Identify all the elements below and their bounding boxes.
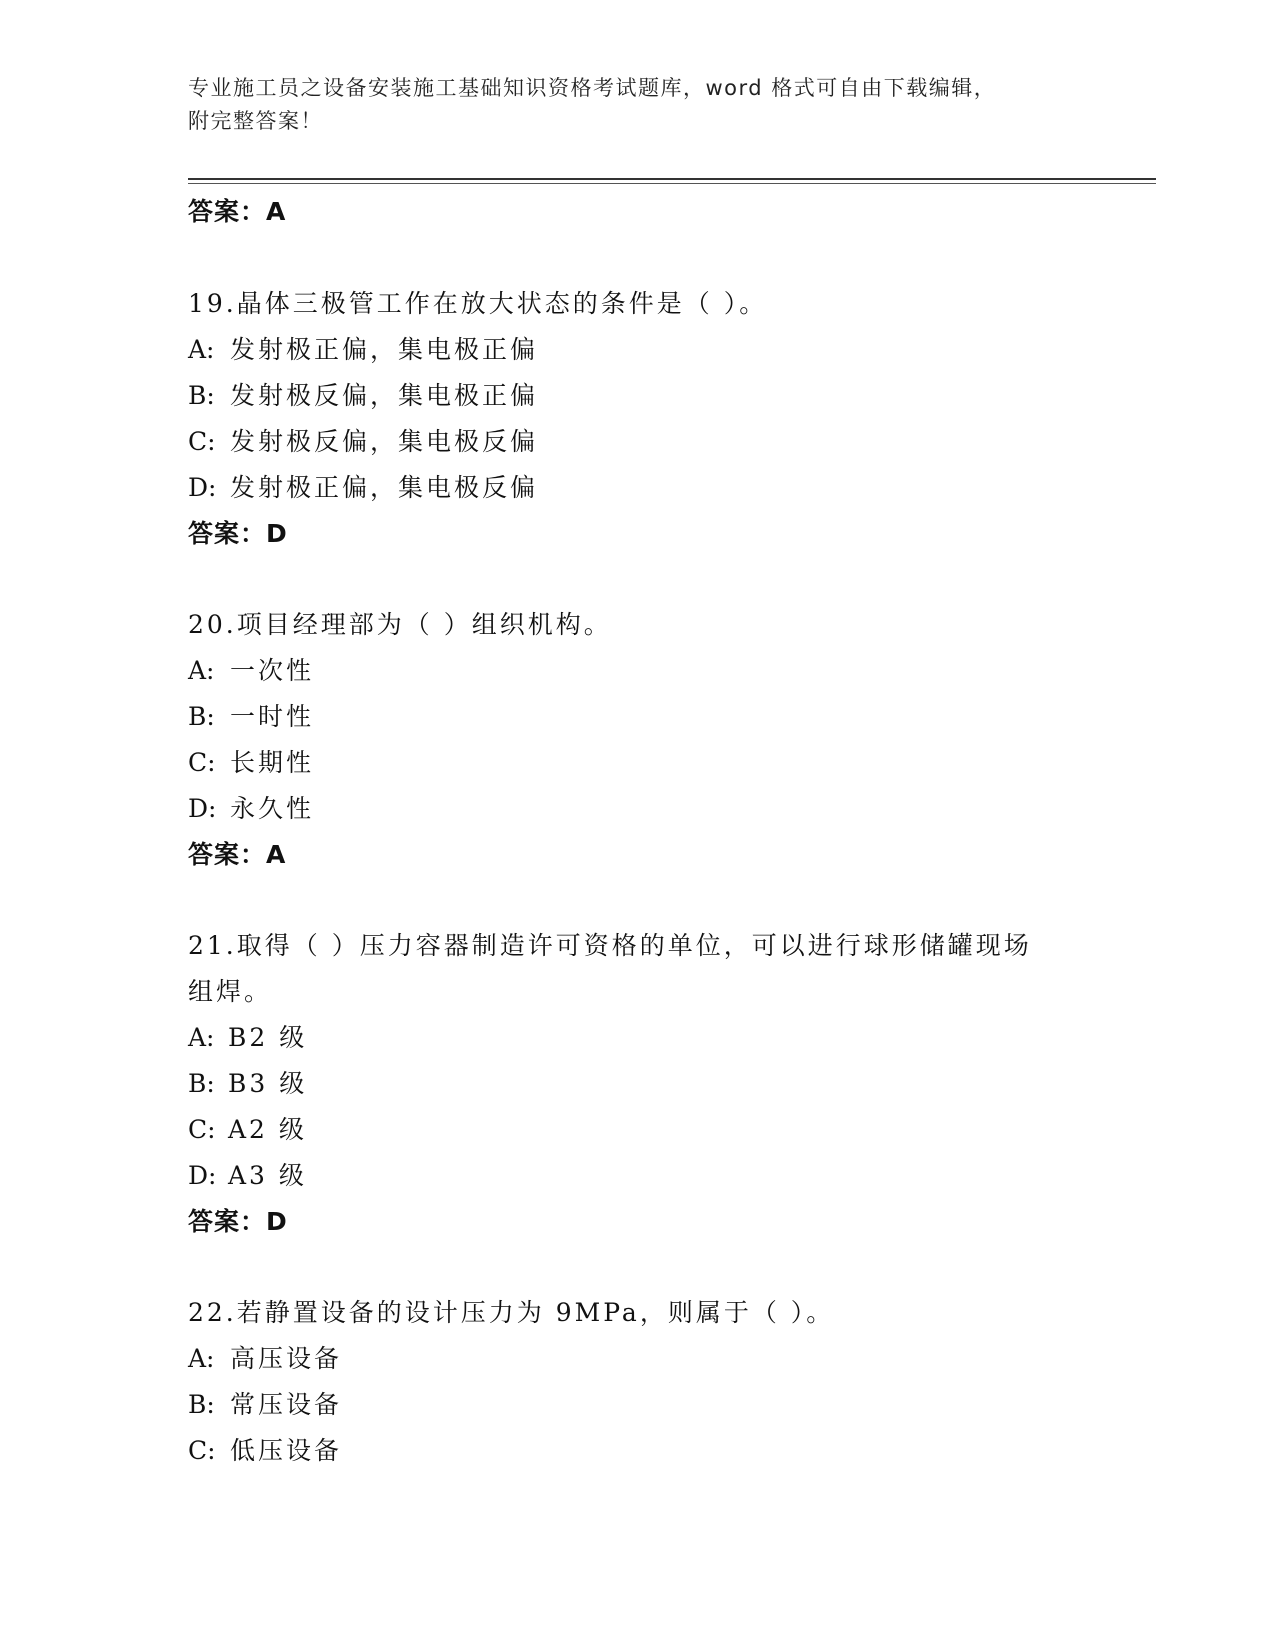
option-item (188, 327, 1068, 373)
question-text: 19.晶体三极管工作在放大状态的条件是（ ）。 (188, 289, 768, 318)
option-text: 一次性 (230, 656, 315, 685)
option-item (188, 1061, 1068, 1107)
option-letter: B: (188, 702, 215, 731)
answer-line: 答案：A (188, 840, 287, 869)
question-block (188, 602, 1068, 878)
option-item (188, 1382, 1068, 1428)
option-letter: B: (188, 381, 215, 410)
option-text: 常压设备 (230, 1390, 343, 1419)
option-item (188, 740, 1068, 786)
question-block (188, 923, 1068, 1245)
option-item (188, 373, 1068, 419)
option-letter: A: (188, 335, 215, 364)
header-line-2: 附完整答案！ (188, 109, 323, 133)
header-rule-thin (188, 183, 1156, 184)
option-text: 发射极正偏，集电极正偏 (230, 335, 539, 364)
option-letter: D: (188, 794, 217, 823)
question-block (188, 281, 1068, 557)
option-letter: C: (188, 1115, 216, 1144)
option-letter: D: (188, 473, 217, 502)
question-text: 组焊。 (188, 977, 273, 1006)
header-rule (188, 178, 1156, 180)
option-text: 永久性 (230, 794, 315, 823)
option-text: 低压设备 (230, 1436, 343, 1465)
question-spacer (188, 1245, 1068, 1290)
option-letter: D: (188, 1161, 217, 1190)
option-letter: B: (188, 1390, 215, 1419)
answer-line: 答案：D (188, 1207, 288, 1236)
option-item (188, 786, 1068, 832)
option-letter: C: (188, 427, 216, 456)
option-item (188, 1107, 1068, 1153)
answer-line: 答案：A (188, 197, 287, 226)
option-text: 发射极正偏，集电极反偏 (230, 473, 539, 502)
option-item (188, 1336, 1068, 1382)
option-item (188, 419, 1068, 465)
option-item (188, 648, 1068, 694)
question-block (188, 1290, 1068, 1474)
header-line-1: 专业施工员之设备安装施工基础知识资格考试题库，word 格式可自由下载编辑， (188, 76, 997, 100)
option-letter: A: (188, 1023, 215, 1052)
option-text: 发射极反偏，集电极反偏 (230, 427, 539, 456)
option-item (188, 1153, 1068, 1199)
option-item (188, 694, 1068, 740)
question-text: 22.若静置设备的设计压力为 9MPa，则属于（ ）。 (188, 1298, 835, 1327)
option-text: B2 级 (228, 1023, 308, 1052)
option-letter: A: (188, 656, 215, 685)
question-spacer (188, 878, 1068, 923)
document-header (188, 72, 1068, 138)
option-letter: B: (188, 1069, 215, 1098)
question-spacer (188, 236, 1068, 281)
option-text: 一时性 (230, 702, 315, 731)
option-letter: C: (188, 748, 216, 777)
option-text: A2 级 (228, 1115, 307, 1144)
option-item (188, 1428, 1068, 1474)
option-text: A3 级 (228, 1161, 307, 1190)
option-letter: C: (188, 1436, 216, 1465)
option-text: 发射极反偏，集电极正偏 (230, 381, 539, 410)
option-letter: A: (188, 1344, 215, 1373)
option-text: 高压设备 (230, 1344, 343, 1373)
question-spacer (188, 557, 1068, 602)
answer-line: 答案：D (188, 519, 288, 548)
question-text: 20.项目经理部为（ ）组织机构。 (188, 610, 612, 639)
option-text: 长期性 (230, 748, 315, 777)
question-text: 21.取得（ ）压力容器制造许可资格的单位，可以进行球形储罐现场 (188, 931, 1032, 960)
option-item (188, 1015, 1068, 1061)
question-list (188, 188, 1068, 1474)
option-text: B3 级 (228, 1069, 308, 1098)
option-item (188, 465, 1068, 511)
